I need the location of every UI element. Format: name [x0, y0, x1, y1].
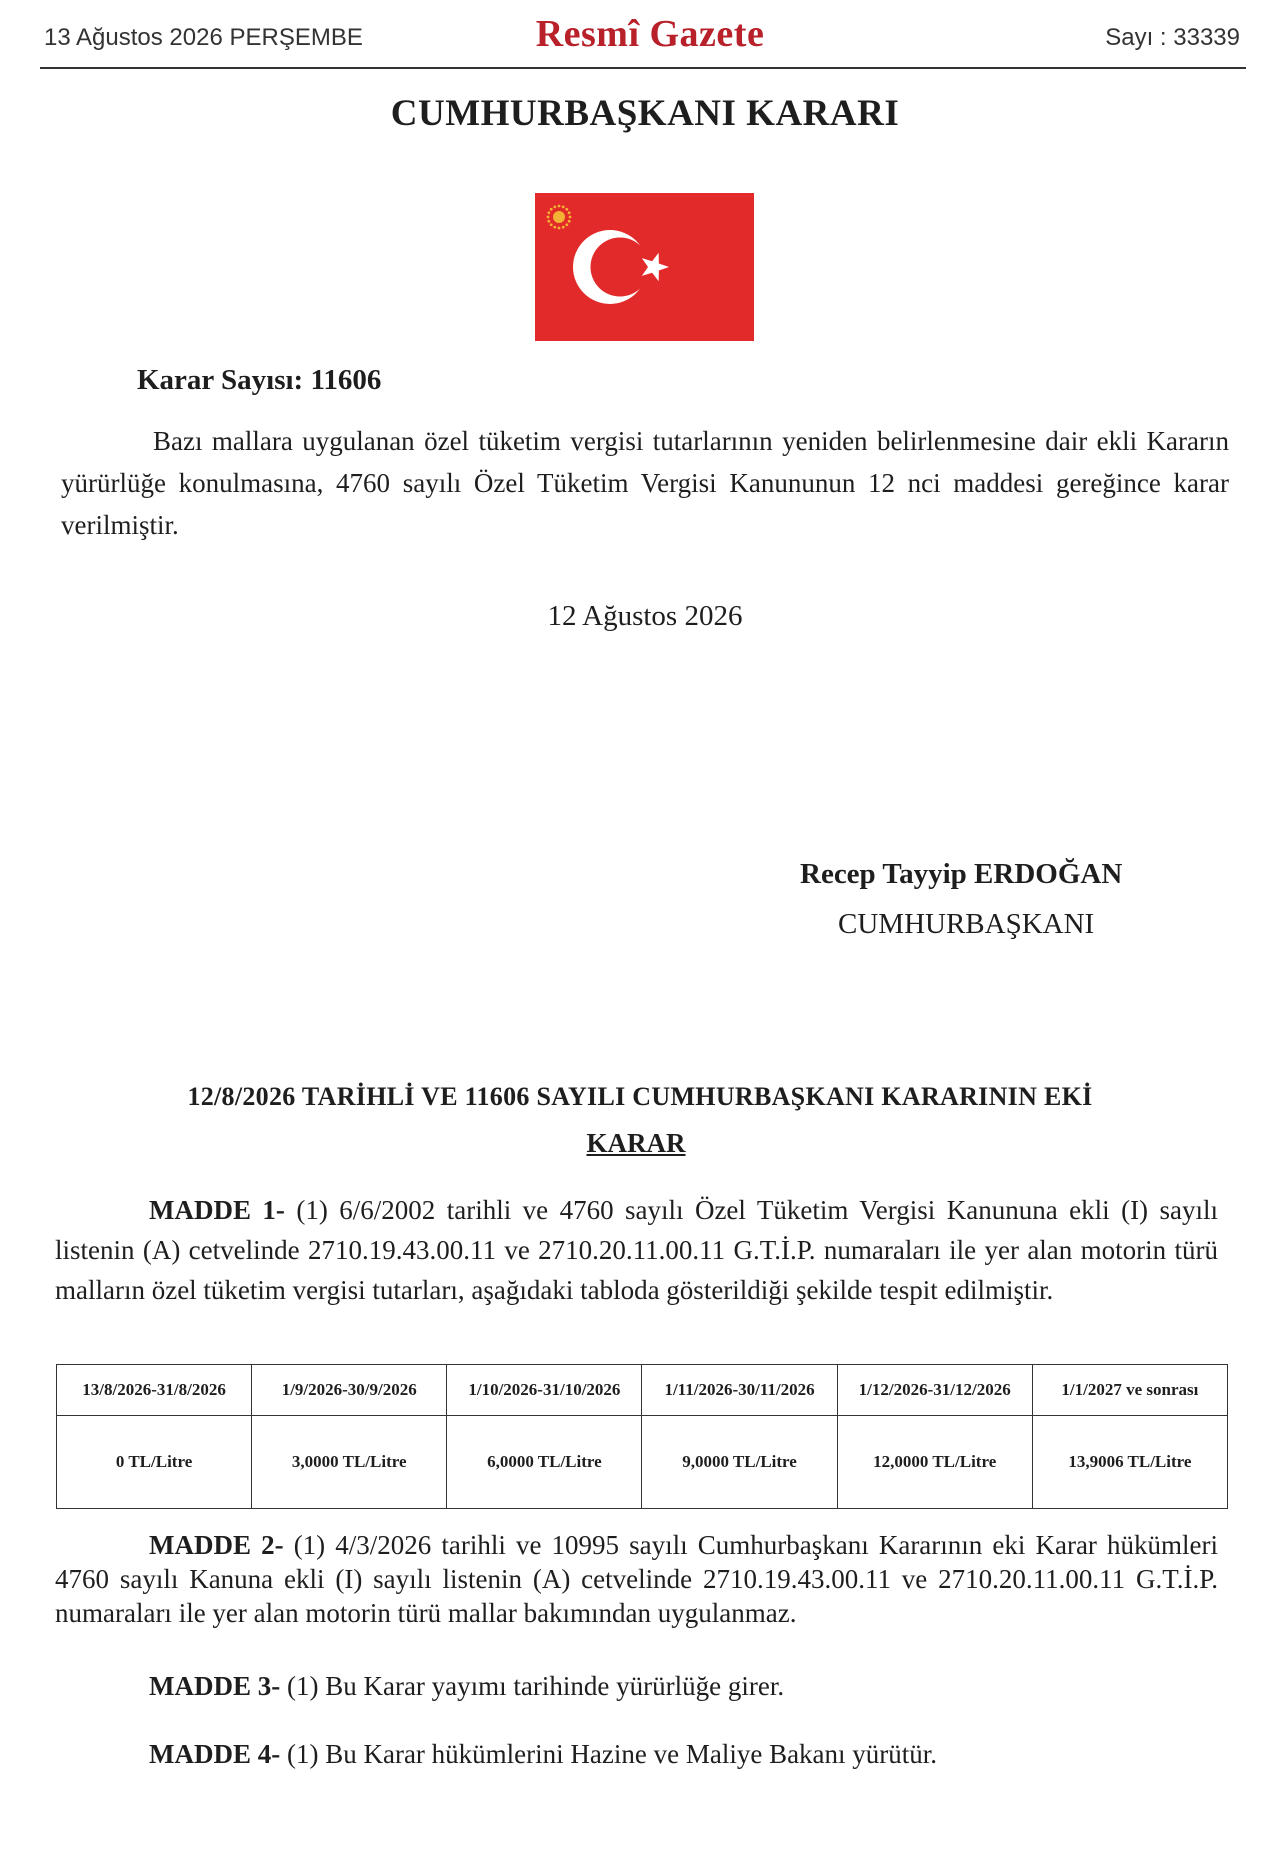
tax-rates-table: [56, 1364, 1228, 1509]
article-1-label: MADDE 1-: [149, 1195, 285, 1225]
table-header-cell: 13/8/2026-31/8/2026: [57, 1365, 252, 1416]
table-cell: 12,0000 TL/Litre: [837, 1416, 1032, 1509]
table-row: [57, 1416, 1228, 1509]
table-cell: 13,9006 TL/Litre: [1032, 1416, 1227, 1509]
article-3-label: MADDE 3-: [149, 1671, 281, 1701]
gazette-title: Resmî Gazete: [535, 13, 765, 55]
article-2-text: (1) 4/3/2026 tarihli ve 10995 sayılı Cumhurbaşkanı Kararının eki Karar hükümleri 4760 sayılı Kanuna ekli (I) sayılı listenin (A) cetvelinde 2710.19.43.00.11 ve 2710.20.11.00.11 G.T.İ.P. numaraları ile yer alan motorin türü mallar bakımından uygulanmaz.: [55, 1530, 1218, 1628]
document-heading: CUMHURBAŞKANI KARARI: [390, 93, 900, 134]
turkish-flag-icon: [535, 193, 754, 341]
article-2: [55, 1528, 1218, 1630]
table-cell: 3,0000 TL/Litre: [252, 1416, 447, 1509]
article-3-text: (1) Bu Karar yayımı tarihinde yürürlüğe girer.: [280, 1671, 785, 1701]
annex-title: 12/8/2026 TARİHLİ VE 11606 SAYILI CUMHURBAŞKANI KARARININ EKİ: [187, 1082, 1093, 1111]
article-1: [55, 1190, 1218, 1310]
intro-paragraph: Bazı mallara uygulanan özel tüketim vergisi tutarlarının yeniden belirlenmesine dair ekli Kararın yürürlüğe konulmasına, 4760 sayılı Özel Tüketim Vergisi Kanununun 12 nci maddesi gereğince karar verilmiştir.: [61, 426, 1229, 540]
article-4: [55, 1734, 1218, 1774]
article-4-text: (1) Bu Karar hükümlerini Hazine ve Maliye Bakanı yürütür.: [280, 1739, 938, 1769]
issue-number: Sayı : 33339: [1105, 24, 1240, 51]
table-header-row: [57, 1365, 1228, 1416]
decision-number: Karar Sayısı: 11606: [137, 364, 382, 396]
table-header-cell: 1/10/2026-31/10/2026: [447, 1365, 642, 1416]
table-header-cell: 1/9/2026-30/9/2026: [252, 1365, 447, 1416]
table-header-cell: 1/11/2026-30/11/2026: [642, 1365, 837, 1416]
annex-subtitle: KARAR: [586, 1128, 686, 1158]
issue-date: 13 Ağustos 2026 PERŞEMBE: [44, 24, 363, 51]
decision-date: 12 Ağustos 2026: [547, 600, 743, 632]
table-cell: 6,0000 TL/Litre: [447, 1416, 642, 1509]
signer-name: Recep Tayyip ERDOĞAN: [800, 858, 1123, 890]
table-header-cell: 1/12/2026-31/12/2026: [837, 1365, 1032, 1416]
signer-title: CUMHURBAŞKANI: [838, 908, 1095, 940]
article-1-text: (1) 6/6/2002 tarihli ve 4760 sayılı Özel Tüketim Vergisi Kanununa ekli (I) sayılı listenin (A) cetvelinde 2710.19.43.00.11 ve 2710.20.11.00.11 G.T.İ.P. numaraları ile yer alan motorin türü malların özel tüketim vergisi tutarları, aşağıdaki tabloda gösterildiği şekilde tespit edilmiştir.: [55, 1195, 1218, 1305]
table-cell: 9,0000 TL/Litre: [642, 1416, 837, 1509]
table-cell: 0 TL/Litre: [57, 1416, 252, 1509]
article-4-label: MADDE 4-: [149, 1739, 281, 1769]
article-3: [55, 1666, 1218, 1706]
table-header-cell: 1/1/2027 ve sonrası: [1032, 1365, 1227, 1416]
masthead-divider: [40, 67, 1246, 69]
article-2-label: MADDE 2-: [149, 1530, 284, 1560]
